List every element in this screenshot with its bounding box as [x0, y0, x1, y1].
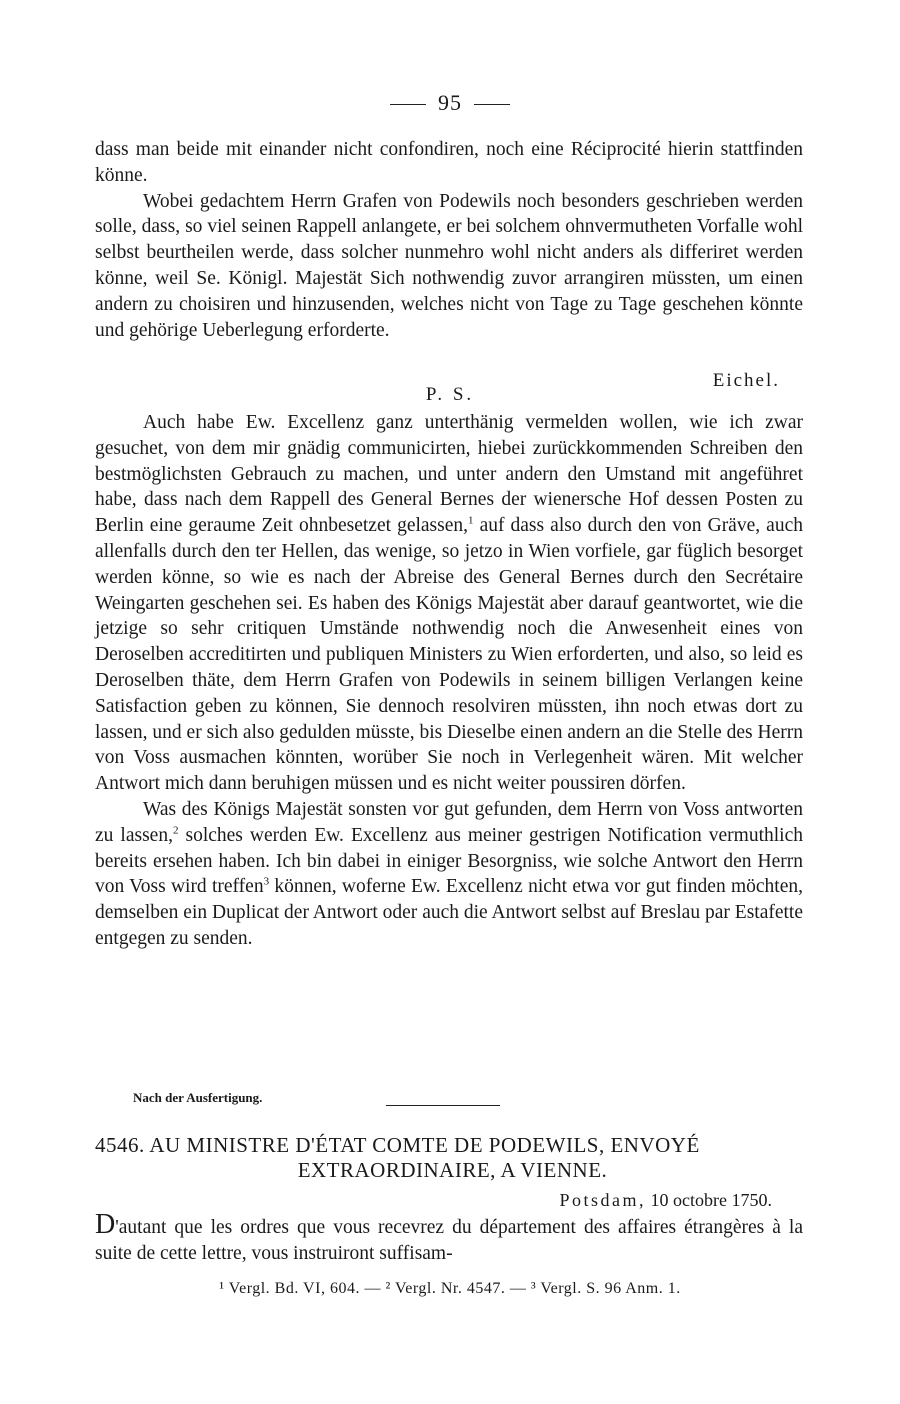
page-number-dash-left	[390, 104, 426, 105]
ps-para2-part-a: Was des Königs Majestät sonsten vor gut gefunden, dem Herrn von Voss antworten zu lassen,	[95, 798, 803, 846]
source-note: Nach der Ausfertigung.	[133, 1090, 263, 1105]
ps-para1-part-a: Auch habe Ew. Excellenz ganz unterthänig vermelden wollen, wie ich zwar gesuchet, von dem mir gnädig communicirten, hiebei zurückkommenden Schreiben den bestmöglichsten Gebrauch zu machen, und unter andern den Umstand mit angeführet habe, dass nach dem Rappell des General Bernes der wienersche Hof dessen Posten zu Berlin eine geraume Zeit ohnbesetzet gelassen,	[95, 412, 803, 537]
dateline	[560, 1190, 773, 1211]
footnote-ref-2: 2	[172, 824, 179, 837]
ps-para2-part-b: solches werden Ew. Excellenz aus meiner gestrigen Notification vermuthlich bereits ersehen haben. Ich bin dabei in einiger Besorgniss, wie solche Antwort den Herrn von Voss wird treffen	[95, 824, 803, 898]
opening-capital: D	[95, 1209, 116, 1240]
page-number	[0, 90, 900, 116]
heading-line-1: 4546. AU MINISTRE D'ÉTAT COMTE DE PODEWILS, ENVOYÉ	[95, 1133, 700, 1157]
postscript-heading: P. S.	[425, 384, 475, 405]
page-number-dash-right	[474, 104, 510, 105]
dateline-date: 10 octobre 1750.	[646, 1190, 772, 1210]
postscript-text	[95, 410, 803, 952]
ps-para2-part-c: können, woferne Ew. Excellenz nicht etwa vor gut finden möchten, demselben ein Duplicat der Antwort oder auch die Antwort selbst auf Breslau par Estafette entgegen zu senden.	[95, 876, 803, 949]
continuation-paragraph: dass man beide mit einander nicht confondiren, noch eine Réciprocité hierin stattfinden könne.	[95, 139, 803, 186]
dateline-place: Potsdam,	[559, 1190, 647, 1210]
opening-text: 'autant que les ordres que vous recevrez du département des affaires étrangères à la suite de cette lettre, vous instruiront suffisam-	[95, 1217, 803, 1264]
signature: Eichel.	[712, 370, 780, 391]
paragraph-wobei: Wobei gedachtem Herrn Grafen von Podewils noch besonders geschrieben werden solle, dass, so viel seinen Rappell anlangete, er bei solchem ohnvermutheten Vorfalle wohl selbst beurtheilen werde, dass solcher nunmehro wohl nicht anders als differiret werden könne, weil Se. Königl. Majestät Sich nothwendig zuvor arrangiren müssten, um einen andern zu choisiren und hinzusenden, welches nicht von Tage zu Tage geschehen könnte und gehörige Ueberlegung erforderte.	[95, 190, 803, 341]
section-divider	[386, 1105, 500, 1106]
heading-line-2: EXTRAORDINAIRE, A VIENNE.	[297, 1158, 608, 1182]
letter-heading	[95, 1133, 810, 1183]
footnotes: ¹ Vergl. Bd. VI, 604. — ² Vergl. Nr. 4547. — ³ Vergl. S. 96 Anm. 1.	[219, 1280, 681, 1297]
page-number-value: 95	[438, 90, 462, 115]
opening-paragraph	[95, 1209, 803, 1267]
postscript-paragraph-2	[95, 797, 803, 952]
postscript-paragraph-1	[95, 410, 803, 797]
footnote-ref-3: 3	[263, 875, 270, 888]
footnote-ref-1: 1	[468, 514, 474, 527]
ps-para1-part-b: auf dass also durch den von Gräve, auch allenfalls durch den ter Hellen, das wenige, so jetzo in Wien vorfiele, gar füglich besorget werden könne, so wie es nach der Abreise des General Bernes durch den Secrétaire Weingarten geschehen sei. Es haben des Königs Majestät aber darauf geantwortet, wie die jetzige so sehr critiquen Umstände nothwendig noch die Anwesenheit eines von Deroselben accreditirten und publiquen Ministers zu Wien erforderten, und also, so leid es Deroselben thäte, dem Herrn Grafen von Podewils in seinem billigen Verlangen keine Satisfaction geben zu können, Sie dennoch resolviren müssten, ihn noch etwas dort zu lassen, und er sich also gedulden müsste, bis Dieselbe einen andern an die Stelle des Herrn von Voss ausmachen könnten, worüber Sie noch in Verlegenheit wären. Mit welcher Antwort mich dann beruhigen müssen und es nicht weiter poussiren dörfen.	[95, 515, 803, 795]
main-letter-text	[95, 137, 803, 343]
